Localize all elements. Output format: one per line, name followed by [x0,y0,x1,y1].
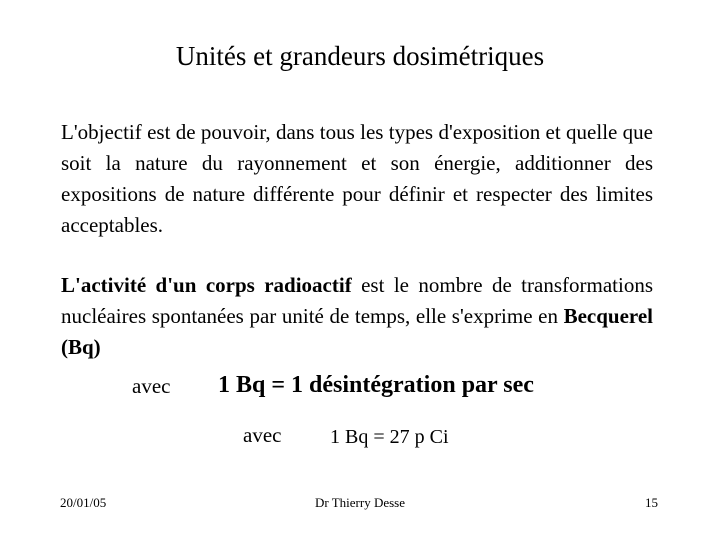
activity-paragraph [61,270,653,363]
activity-definition: est le nombre de transformations nucléaires spontanées par unité de temps, elle s'exprime en [61,273,653,328]
activity-term: L'activité d'un corps radioactif [61,273,352,297]
formula2-prefix: avec [243,423,282,447]
unit-name: Becquerel (Bq) [61,304,653,359]
formula1-equation: 1 Bq = 1 désintégration par sec [218,372,534,398]
footer-date: 20/01/05 [60,495,107,510]
formula1-prefix: avec [132,374,171,398]
objective-paragraph: L'objectif est de pouvoir, dans tous les types d'exposition et quelle que soit la nature du rayonnement et son énergie, additionner des expositions de nature différente pour définir et respecter des limites acceptables. [61,120,653,237]
footer-author: Dr Thierry Desse [314,495,405,510]
slide-title: Unités et grandeurs dosimétriques [175,41,545,71]
formula2-equation: 1 Bq = 27 p Ci [330,426,449,448]
page-number: 15 [645,495,658,510]
